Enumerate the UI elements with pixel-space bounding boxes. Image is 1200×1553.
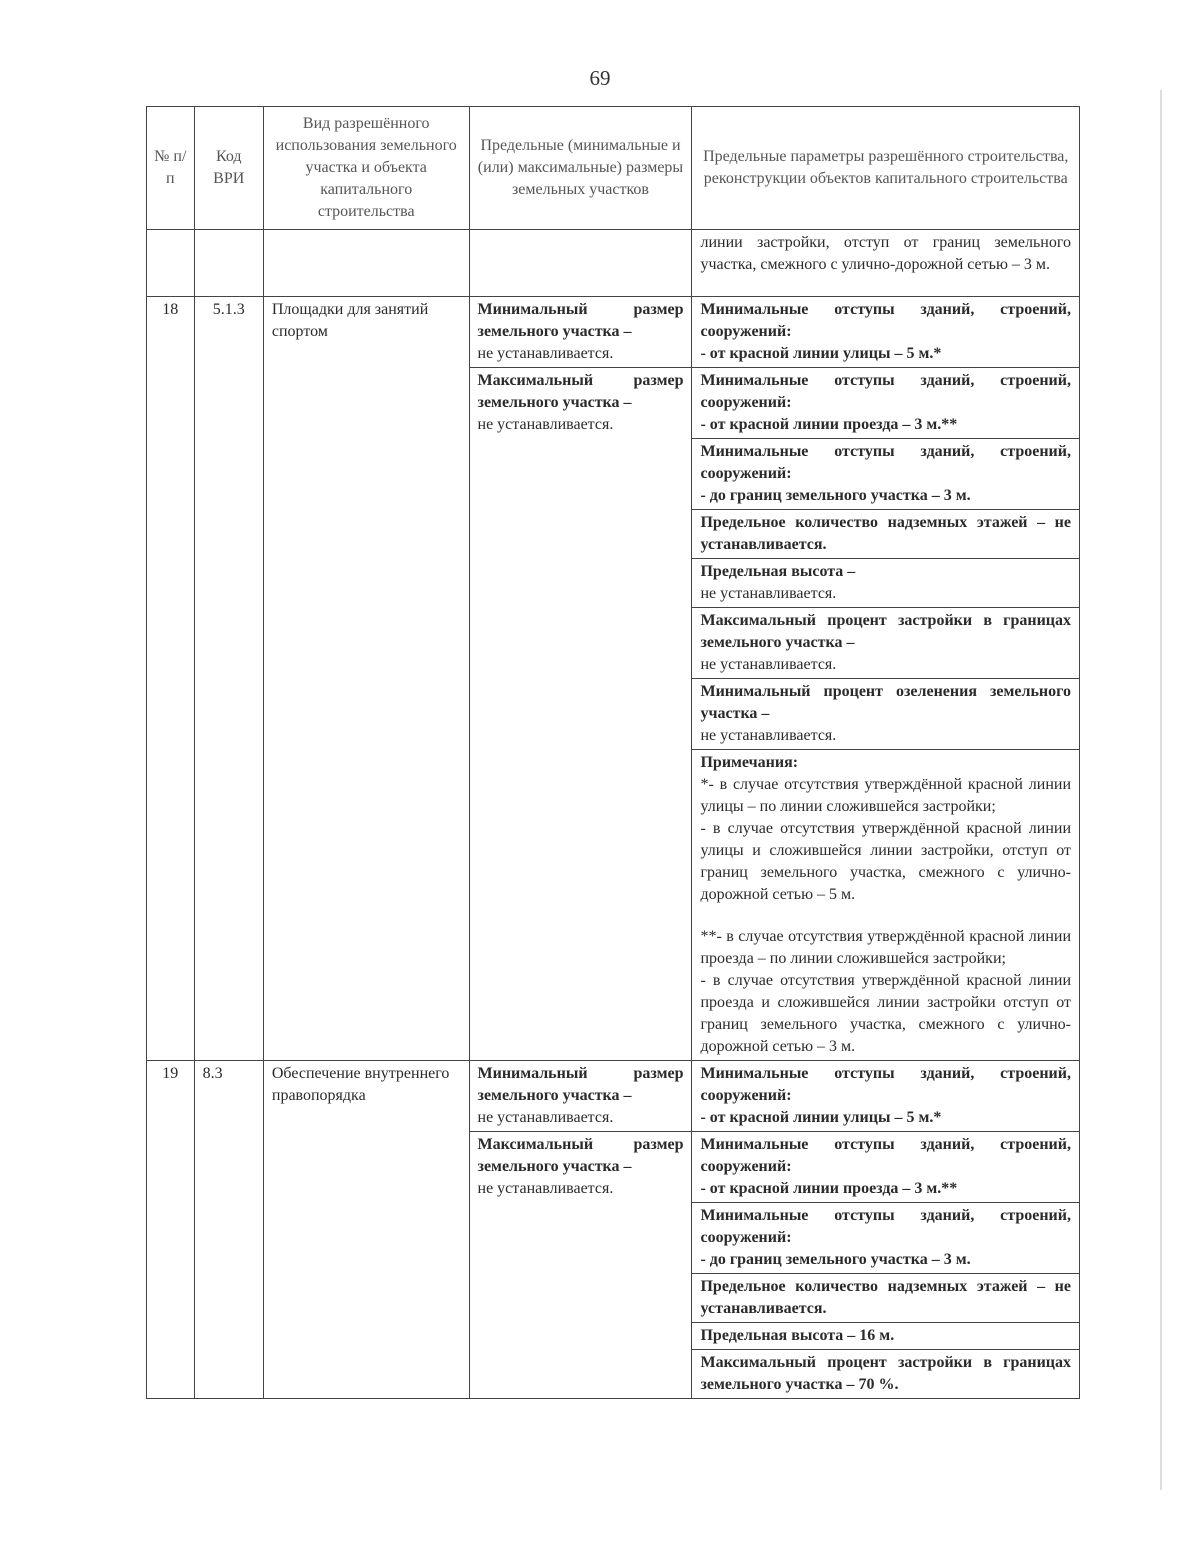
row18-param-6 — [692, 608, 1080, 679]
row18-min-size — [469, 297, 692, 368]
row19-num: 19 — [147, 1061, 195, 1399]
row18-p6-head: Максимальный процент застройки в границах земельного участка – — [700, 612, 1071, 651]
row19-param-2 — [692, 1132, 1080, 1203]
row18-param-2 — [692, 368, 1080, 439]
row18-p3-head: Минимальные отступы зданий, строений, сооружений: — [700, 443, 1071, 482]
row18-p7-head: Минимальный процент озеленения земельного участка – — [700, 683, 1071, 722]
page-number: 69 — [589, 66, 611, 90]
row19-param-5: Предельная высота – 16 м. — [692, 1323, 1080, 1350]
cont-type-cell — [263, 230, 469, 297]
row19-p2-head: Минимальные отступы зданий, строений, сооружений: — [700, 1136, 1071, 1175]
row18-param-5 — [692, 559, 1080, 608]
scan-edge-mark — [1160, 90, 1162, 1490]
row18-notes-title: Примечания: — [700, 754, 799, 771]
row18-param-3 — [692, 439, 1080, 510]
row19-max-size — [469, 1132, 692, 1399]
row18-max-size-title: Максимальный размер земельного участка – — [477, 372, 684, 411]
row18-num: 18 — [147, 297, 195, 1061]
row18-type: Площадки для занятий спортом — [263, 297, 469, 1061]
header-code: Код ВРИ — [194, 107, 263, 230]
table-row-18 — [147, 297, 1080, 368]
row18-p2-head: Минимальные отступы зданий, строений, сооружений: — [700, 372, 1071, 411]
table-row-19 — [147, 1061, 1080, 1132]
header-params: Предельные параметры разрешённого строительства, реконструкции объектов капитального строительства — [692, 107, 1080, 230]
row19-min-size-title: Минимальный размер земельного участка – — [477, 1065, 684, 1104]
row18-param-7 — [692, 679, 1080, 750]
row18-p1-value: - от красной линии улицы – 5 м.* — [700, 345, 942, 362]
row19-p2-value: - от красной линии проезда – 3 м.** — [700, 1180, 958, 1197]
row18-note-2: - в случае отсутствия утверждённой красной линии улицы и сложившейся линии застройки, отступ от границ земельного участка, смежного с улично-дорожной сетью – 5 м. — [700, 820, 1071, 903]
row19-param-4: Предельное количество надземных этажей – не устанавливается. — [692, 1274, 1080, 1323]
row19-param-1 — [692, 1061, 1080, 1132]
row19-min-size — [469, 1061, 692, 1132]
row18-max-size — [469, 368, 692, 1061]
row18-p5-head: Предельная высота – — [700, 563, 856, 580]
row18-code: 5.1.3 — [194, 297, 263, 1061]
row18-note-1: *- в случае отсутствия утверждённой красной линии улицы – по линии сложившейся застройки; — [700, 776, 1071, 815]
cont-num-cell — [147, 230, 195, 297]
row19-max-size-title: Максимальный размер земельного участка – — [477, 1136, 684, 1175]
row19-param-3 — [692, 1203, 1080, 1274]
row19-p3-value: - до границ земельного участка – 3 м. — [700, 1251, 971, 1268]
row18-note-3: **- в случае отсутствия утверждённой красной линии проезда – по линии сложившейся застройки; — [700, 928, 1071, 967]
table-header-row — [147, 107, 1080, 230]
row18-p6-value: не устанавливается. — [700, 656, 837, 673]
row18-param-4: Предельное количество надземных этажей – не устанавливается. — [692, 510, 1080, 559]
row18-min-size-title: Минимальный размер земельного участка – — [477, 301, 684, 340]
row18-min-size-value: не устанавливается. — [477, 345, 614, 362]
cont-size-cell — [469, 230, 692, 297]
row19-code: 8.3 — [194, 1061, 263, 1399]
row18-p2-value: - от красной линии проезда – 3 м.** — [700, 416, 958, 433]
header-num: № п/п — [147, 107, 195, 230]
row18-notes — [692, 750, 1080, 1061]
header-size: Предельные (минимальные и (или) максимальные) размеры земельных участков — [469, 107, 692, 230]
cont-code-cell — [194, 230, 263, 297]
row18-notes-spacer — [700, 906, 1071, 926]
header-type: Вид разрешённого использования земельного участка и объекта капитального строительства — [263, 107, 469, 230]
row18-note-4: - в случае отсутствия утверждённой красной линии проезда и сложившейся линии застройки отступ от границ земельного участка, смежного с улично-дорожной сетью – 3 м. — [700, 972, 1071, 1055]
row19-type: Обеспечение внутреннего правопорядка — [263, 1061, 469, 1399]
row19-min-size-value: не устанавливается. — [477, 1109, 614, 1126]
continuation-row — [147, 230, 1080, 297]
row18-max-size-value: не устанавливается. — [477, 416, 614, 433]
land-use-table — [146, 106, 1080, 1399]
row18-p7-value: не устанавливается. — [700, 727, 837, 744]
row19-p1-head: Минимальные отступы зданий, строений, сооружений: — [700, 1065, 1071, 1104]
row19-p1-value: - от красной линии улицы – 5 м.* — [700, 1109, 942, 1126]
row18-p1-head: Минимальные отступы зданий, строений, сооружений: — [700, 301, 1071, 340]
cont-params-cell: линии застройки, отступ от границ земельного участка, смежного с улично-дорожной сетью – 3 м. — [692, 230, 1080, 297]
row19-p3-head: Минимальные отступы зданий, строений, сооружений: — [700, 1207, 1071, 1246]
row18-p5-value: не устанавливается. — [700, 585, 837, 602]
row18-param-1 — [692, 297, 1080, 368]
row19-param-6: Максимальный процент застройки в границах земельного участка – 70 %. — [692, 1350, 1080, 1399]
row19-max-size-value: не устанавливается. — [477, 1180, 614, 1197]
row18-p3-value: - до границ земельного участка – 3 м. — [700, 487, 971, 504]
